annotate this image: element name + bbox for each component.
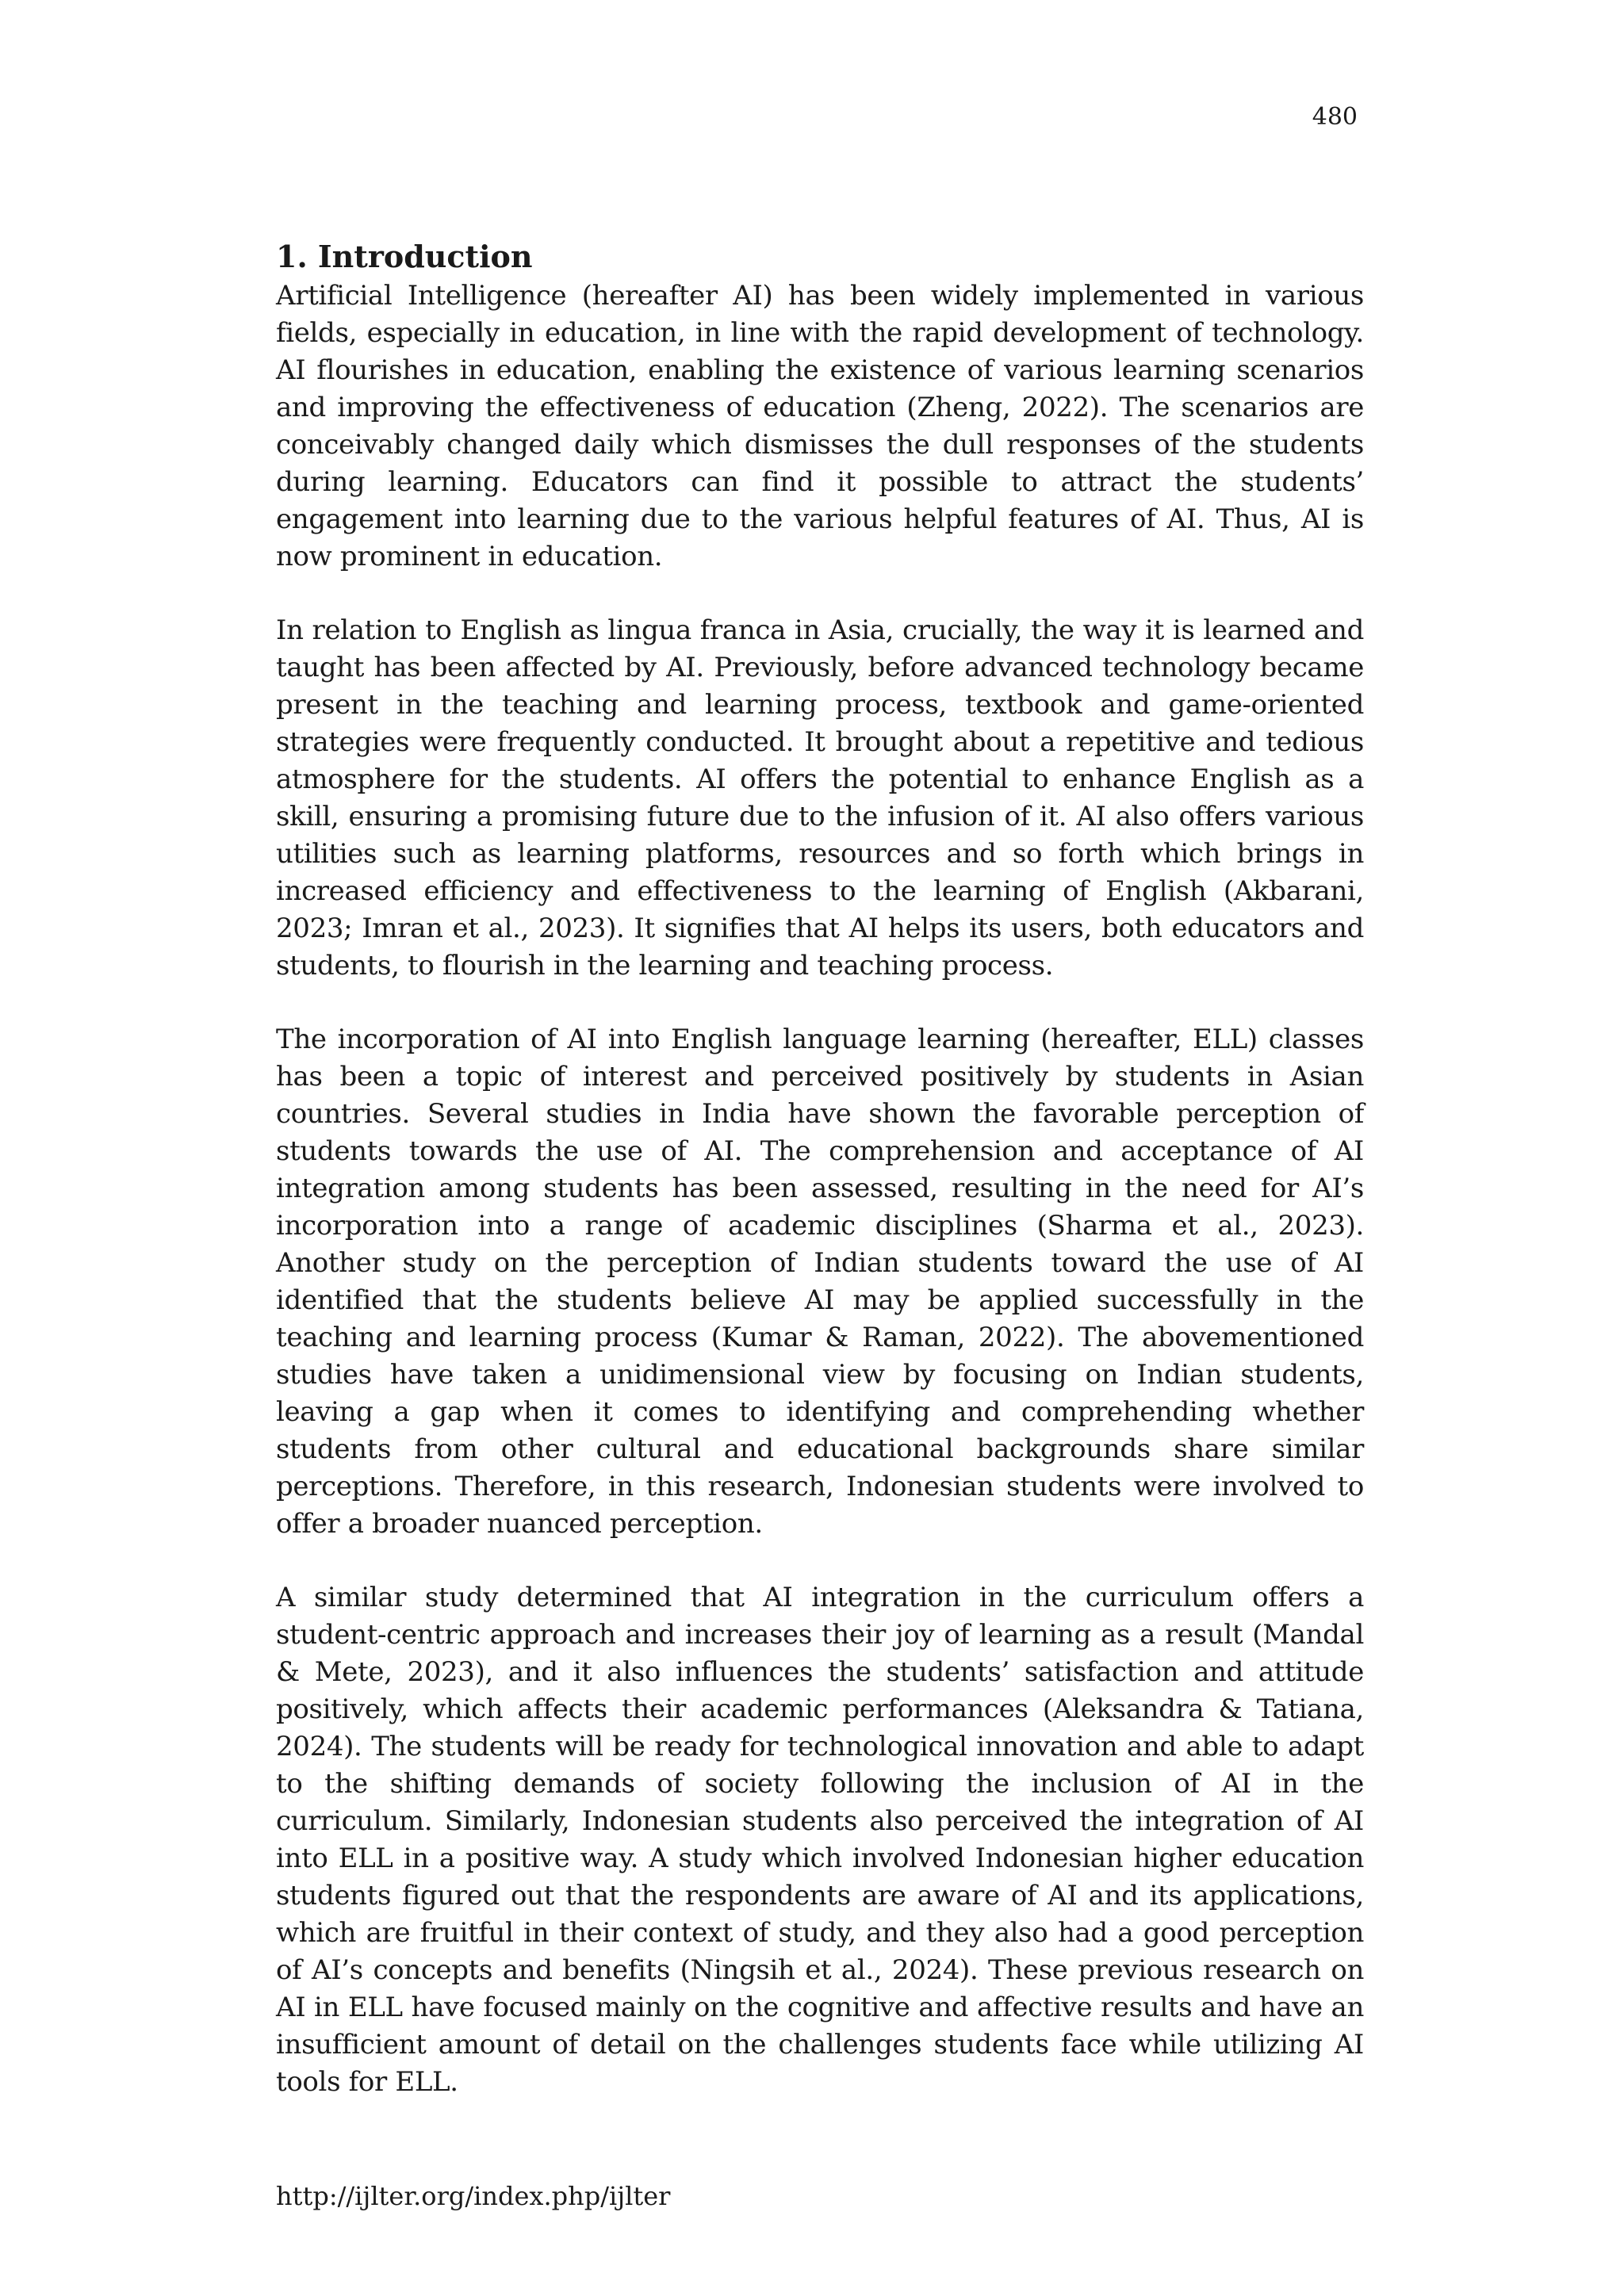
section-heading: 1. Introduction bbox=[276, 239, 533, 274]
page-number: 480 bbox=[1312, 103, 1358, 131]
footer-url: http://ijlter.org/index.php/ijlter bbox=[276, 2181, 671, 2211]
paragraph-2: In relation to English as lingua franca in Asia, crucially, the way it is learned and taught has been affected by AI. Previously, before advanced technology became present in the teaching and learning process, textbook and game-oriented strategies were frequently conducted. It brought about a repetitive and tedious atmosphere for the students. AI offers the potential to enhance English as a skill, ensuring a promising future due to the infusion of it. AI also offers various utilities such as learning platforms, resources and so forth which brings in increased efficiency and effectiveness to the learning of English (Akbarani, 2023; Imran et al., 2023). It signifies that AI helps its users, both educators and students, to flourish in the learning and teaching process. bbox=[276, 614, 1364, 982]
paragraph-4: A similar study determined that AI integration in the curriculum offers a student-centric approach and increases their joy of learning as a result (Mandal & Mete, 2023), and it also influences the students’ satisfaction and attitude positively, which affects their academic performances (Aleksandra & Tatiana, 2024). The students will be ready for technological innovation and able to adapt to the shifting demands of society following the inclusion of AI in the curriculum. Similarly, Indonesian students also perceived the integration of AI into ELL in a positive way. A study which involved Indonesian higher education students figured out that the respondents are aware of AI and its applications, which are fruitful in their context of study, and they also had a good perception of AI’s concepts and benefits (Ningsih et al., 2024). These previous research on AI in ELL have focused mainly on the cognitive and affective results and have an insufficient amount of detail on the challenges students face while utilizing AI tools for ELL. bbox=[276, 1582, 1364, 2098]
paragraph-1: Artificial Intelligence (hereafter AI) has been widely implemented in various fields, especially in education, in line with the rapid development of technology. AI flourishes in education, enabling the existence of various learning scenarios and improving the effectiveness of education (Zheng, 2022). The scenarios are conceivably changed daily which dismisses the dull responses of the students during learning. Educators can find it possible to attract the students’ engagement into learning due to the various helpful features of AI. Thus, AI is now prominent in education. bbox=[276, 280, 1364, 572]
article-body bbox=[276, 238, 1364, 2137]
paragraph-3: The incorporation of AI into English language learning (hereafter, ELL) classes has been a topic of interest and perceived positively by students in Asian countries. Several studies in India have shown the favorable perception of students towards the use of AI. The comprehension and acceptance of AI integration among students has been assessed, resulting in the need for AI’s incorporation into a range of academic disciplines (Sharma et al., 2023). Another study on the perception of Indian students toward the use of AI identified that the students believe AI may be applied successfully in the teaching and learning process (Kumar & Raman, 2022). The abovementioned studies have taken a unidimensional view by focusing on Indian students, leaving a gap when it comes to identifying and comprehending whether students from other cultural and educational backgrounds share similar perceptions. Therefore, in this research, Indonesian students were involved to offer a broader nuanced perception. bbox=[276, 1024, 1364, 1540]
